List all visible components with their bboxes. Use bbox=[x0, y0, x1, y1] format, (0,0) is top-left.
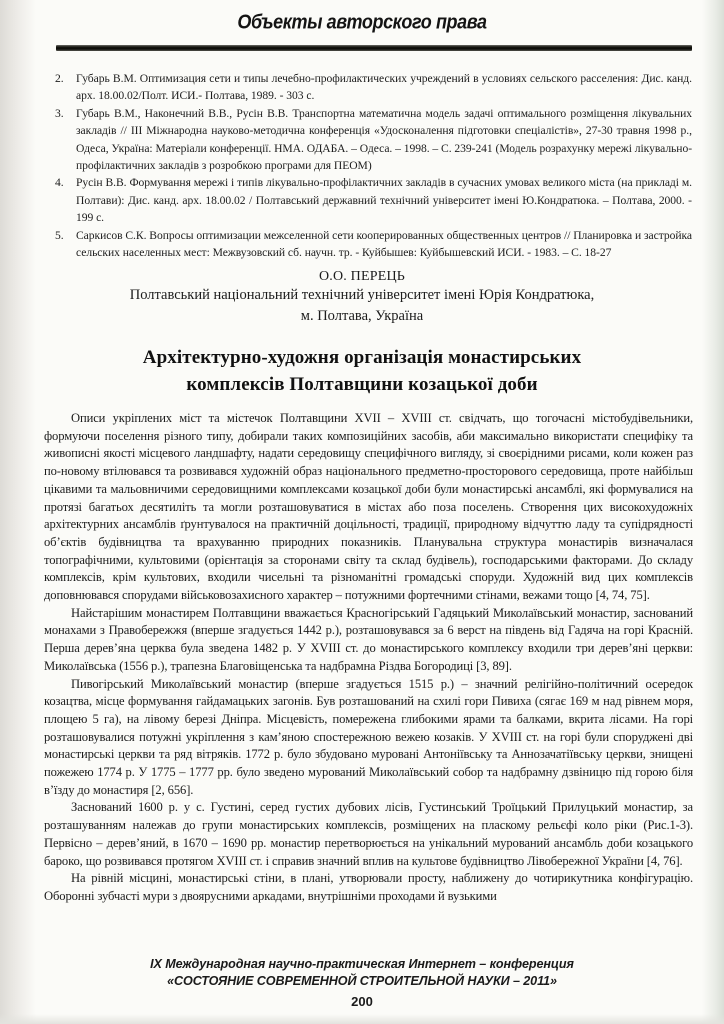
body-paragraph: Описи укріплених міст та містечок Полтавщини XVII – XVIII ст. свідчать, що тогочасні містобудівельники, формуючи поселення різного типу, добирали таких композиційних засобів, аби максимально використати специфіку та живописні якості місцевого ландшафту, надати середовищу специфічного вигляду, зі своєрідними рисами, коли кожен раз по-новому втілювався та розвивався художній образ національного предметно-просторового середовища, проте найбільш цікавими та мальовничими середовищними комплексами козацької доби були монастирські ансамблі, які формувалися на протязі багатьох десятиліть та могли розташовуватися в містах або поза поселень. Створення цих високохудожніх архітектурних ансамблів ґрунтувалося на практичній доцільності, традиції, природному відчуттю ладу та супідрядності об’єктів будівництва та врахуванню природних показників. Планувальна структура монастирів визначалася топографічними, культовими (орієнтація за сторонами світу та склад будівель), господарськими факторами. До складу комплексів, крім культових, входили чисельні та різноманітні громадські споруди. Художній вид цих комплексів доповнювався спорудами військовозахисного характер – потужними фортечними стінами, вежами тощо [4, 74, 75]. bbox=[44, 411, 693, 603]
reference-list bbox=[55, 70, 692, 261]
footer-conference-line2: «СОСТОЯНИЕ СОВРЕМЕННОЙ СТРОИТЕЛЬНОЙ НАУКИ – 2011» bbox=[167, 974, 557, 988]
article-title: Архітектурно-художня організація монастирських комплексів Полтавщини козацької доби bbox=[142, 347, 582, 395]
author-location: м. Полтава, Україна bbox=[300, 308, 424, 324]
page-footer bbox=[0, 956, 724, 1009]
reference-text: Саркисов С.К. Вопросы оптимизации межселенной сети кооперированных общественных центров // Планировка и застройка сельских населенных мест: Межвузовский сб. научн. тр. - Куйбышев: Куйбышевский ИСИ. - 1983. – С. 18-27 bbox=[76, 228, 692, 260]
footer-conference-line1: IX Международная научно-практическая Интернет – конференция bbox=[150, 957, 574, 971]
article-body bbox=[44, 410, 693, 906]
reference-item bbox=[55, 105, 692, 175]
reference-item bbox=[55, 174, 692, 226]
reference-number: 2. bbox=[55, 72, 64, 85]
body-paragraph: На рівній місцині, монастирські стіни, в плані, утворювали просту, наближену до чотирикутника конфігурацію. Оборонні зубчасті мури з двоярусними аркадами, внутрішніми проходами й вузькими bbox=[44, 871, 693, 903]
header-rule bbox=[56, 45, 692, 51]
author-affiliation: Полтавський національний технічний університет імені Юрія Кондратюка, bbox=[129, 287, 595, 303]
running-head bbox=[0, 12, 724, 33]
author-name: О.О. ПЕРЕЦЬ bbox=[318, 269, 406, 284]
body-paragraph: Найстарішим монастирем Полтавщини вважається Красногірський Гадяцький Миколаївський монастир, заснований монахами з Правобережжя (вперше згадується 1442 р.), розташовувався за 6 верст на південь від Гадяча на горі Красній. Перша дерев’яна церква була зведена 1482 р. У XVIII ст. до монастирського комплексу входили три дерев’яні церкви: Миколаївська (1556 р.), трапезна Благовіщенська та надбрамна Різдва Богородиці [3, 89]. bbox=[44, 605, 693, 673]
author-block bbox=[0, 269, 724, 327]
reference-number: 5. bbox=[55, 228, 64, 242]
page-number: 200 bbox=[351, 994, 373, 1009]
body-paragraph: Заснований 1600 р. у с. Густині, серед густих дубових лісів, Густинський Троїцький Прилуцький монастир, за розташуванням належав до групи монастирських комплексів, розміщених на пласкому рельєфі коло ріки (Рис.1-3). Первісно – дерев’яний, в 1670 – 1690 рр. монастир перетворюється на унікальний мурований ансамбль доби козацького бароко, що розвивався протягом XVIII ст. і справив значний вплив на культове будівництво Лівобережної України [4, 76]. bbox=[44, 800, 693, 868]
section-title: Объекты авторского права bbox=[237, 10, 487, 34]
scan-edge-right bbox=[702, 0, 724, 1024]
reference-text: Русін В.В. Формування мережі і типів лікувально-профілактичних закладів в сучасних умовах великого міста (на прикладі м. Полтави): Дис. канд. арх. 18.00.02 / Полтавський державний технічний університет імені Ю.Кондратюка. – Полтава, 2000. - 199 с. bbox=[76, 176, 692, 225]
reference-item bbox=[55, 227, 692, 262]
reference-item bbox=[55, 70, 692, 105]
scan-edge-left bbox=[0, 0, 36, 1024]
reference-text: Губарь В.М. Оптимизация сети и типы лечебно-профилактических учреждений в условиях сельского расселения: Дис. канд. арх. 18.00.02/Полт. ИСИ.- Полтава, 1989. - 303 с. bbox=[76, 72, 692, 103]
body-paragraph: Пивогірський Миколаївський монастир (вперше згадується 1515 р.) – значний релігійно-політичний осередок козацтва, місце формування гайдамацьких загонів. Був розташований на схилі гори Пивиха (сягає 169 м над рівнем моря, площею 5 га), на лівому березі Дніпра. Місцевість, помережена глибокими ярами та балками, вкрита лісами. На горі розташовувалися потужні укріплення з кам’яною спостережною вежею козаків. У XVIII ст. на горі були споруджені дві монастирські церкви та ряд вітряків. 1772 р. було збудовано муровані Антоніївську та Аннозачатіївську церкви, знищені пожежею 1774 р. У 1775 – 1777 рр. було зведено мурований Миколаївський собор та надбрамну дзвіницю під горою біля в’їзду до монастиря [2, 656]. bbox=[44, 676, 693, 797]
scan-edge-bottom bbox=[0, 1014, 724, 1024]
reference-number: 3. bbox=[55, 106, 64, 120]
reference-text: Губарь В.М., Наконечний В.В., Русін В.В. Транспортна математична модель задачі оптимального розміщення лікувальних закладів // III Міжнародна науково-методична конференція «Удосконалення підготовки спеціалістів», 27-30 травня 1998 р., Одеса, Україна: Матеріали конференції. НМА. ОДАБА. – Одеса. – 1998. – С. 239-241 (Модель розрахунку мережі лікувально-профілактичних закладів з розробкою програми для ПЕОМ) bbox=[76, 106, 693, 173]
reference-number: 4. bbox=[55, 176, 64, 190]
